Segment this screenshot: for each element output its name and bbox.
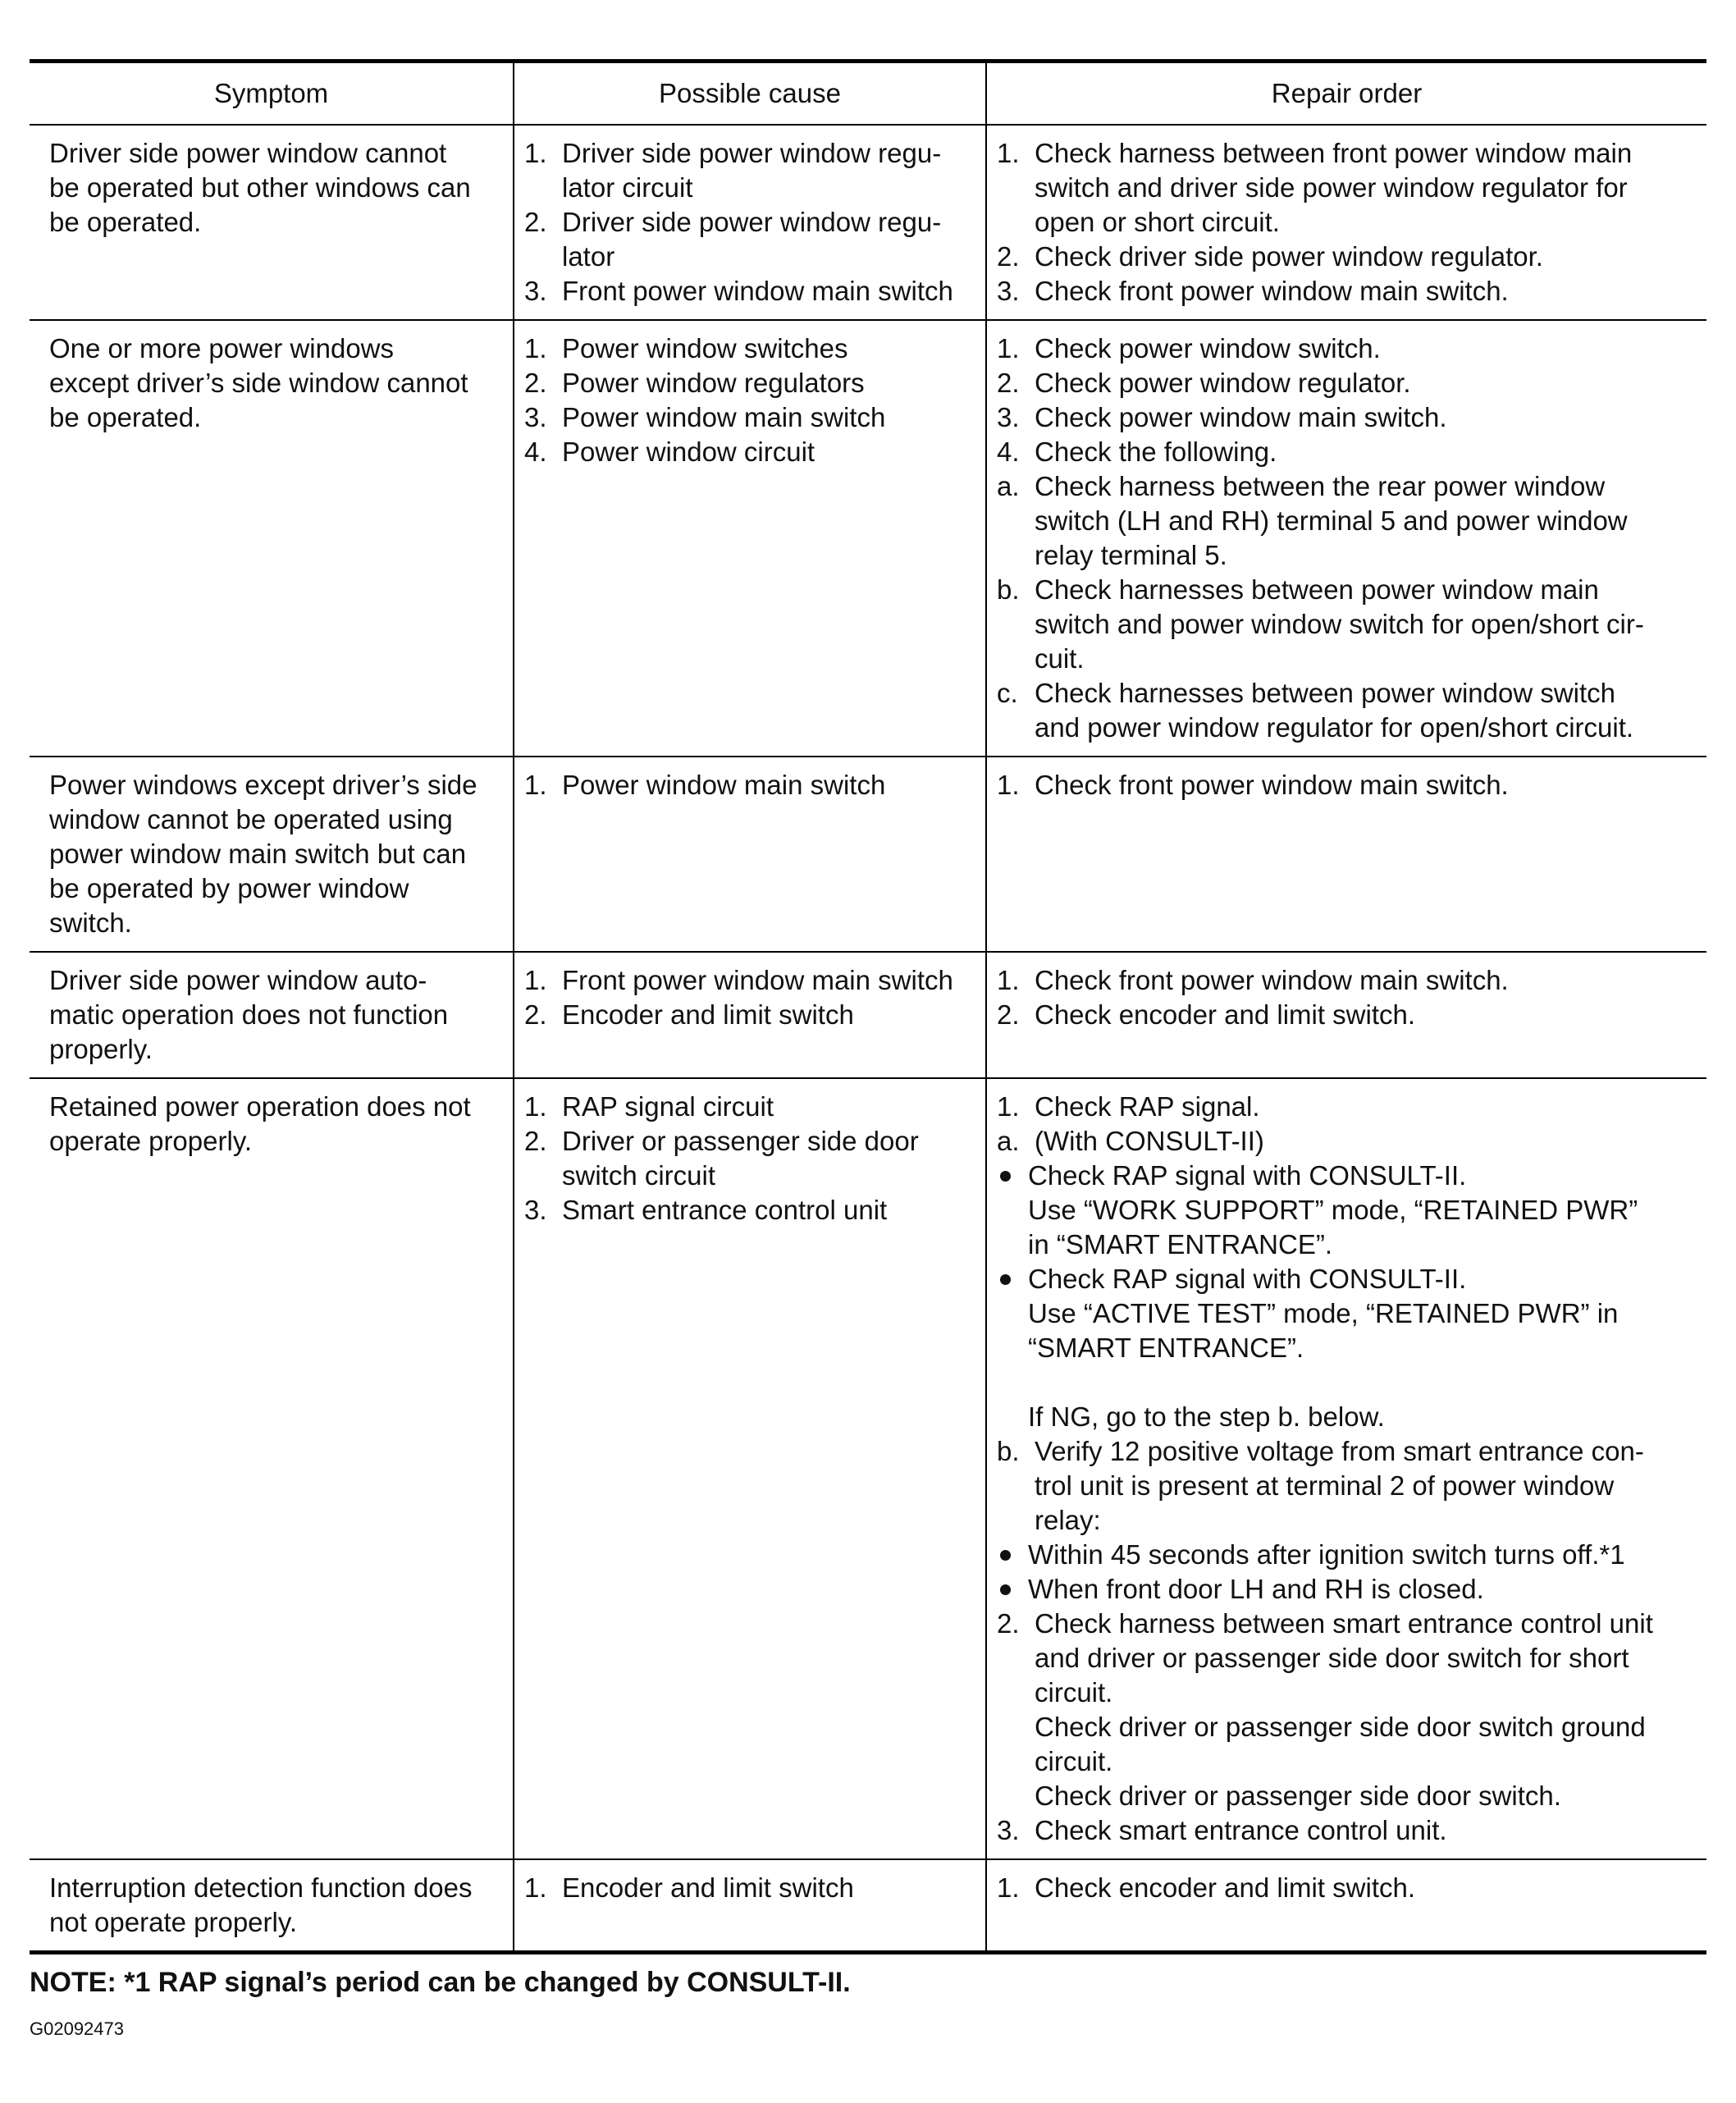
figure-code: G02092473	[30, 2018, 124, 2039]
list-item	[997, 1572, 1697, 1607]
list-text-line: in “SMART ENTRANCE”.	[1028, 1229, 1332, 1260]
symptom-line: operate properly.	[49, 1126, 253, 1156]
list-text-line: Use “WORK SUPPORT” mode, “RETAINED PWR”	[1028, 1195, 1638, 1225]
troubleshooting-document	[30, 59, 1706, 2040]
list-text	[1035, 240, 1697, 274]
list-text-line: Driver or passenger side door	[562, 1126, 919, 1156]
list-text-line: Front power window main switch	[562, 965, 953, 995]
list-text-line: Check encoder and limit switch.	[1035, 999, 1416, 1030]
list-item	[997, 676, 1697, 745]
symptom-line: be operated by power window	[49, 873, 409, 903]
table-row	[30, 1078, 1706, 1859]
symptom-line: Power windows except driver’s side	[49, 770, 477, 800]
list-item	[524, 1193, 975, 1228]
list-text	[1035, 1124, 1697, 1159]
list-item	[524, 366, 975, 400]
list-text	[562, 1124, 975, 1193]
list-text-line: Check front power window main switch.	[1035, 770, 1509, 800]
list-item	[524, 1124, 975, 1193]
symptom-cell	[30, 125, 514, 320]
list-item	[997, 400, 1697, 435]
list-text-line: Encoder and limit switch	[562, 1872, 854, 1903]
symptom-line: One or more power windows	[49, 333, 395, 363]
list-text	[1035, 573, 1697, 676]
symptom-line: Driver side power window cannot	[49, 138, 447, 168]
list-item	[524, 136, 975, 205]
list-text-line: Power window regulators	[562, 368, 865, 398]
list-text	[1035, 1813, 1697, 1848]
list-text-line: cuit.	[1035, 643, 1085, 674]
list-item	[524, 331, 975, 366]
list-text-line: (With CONSULT-II)	[1035, 1126, 1264, 1156]
list-marker: 4.	[997, 437, 1020, 467]
list-item	[997, 1159, 1697, 1262]
list-marker: 1.	[524, 1091, 547, 1122]
list-item	[997, 1607, 1697, 1813]
list-item	[997, 1813, 1697, 1848]
list-text-line: circuit.	[1035, 1746, 1113, 1776]
list-item	[997, 1262, 1697, 1434]
list-text-line: Check front power window main switch.	[1035, 965, 1509, 995]
list-text-line: Check RAP signal.	[1035, 1091, 1260, 1122]
symptom-line: properly.	[49, 1034, 153, 1064]
list-text-line: Check smart entrance control unit.	[1035, 1815, 1447, 1845]
list-text-line: relay:	[1035, 1505, 1101, 1535]
possible-cause-cell	[514, 320, 986, 757]
list-text-line: lator	[562, 241, 615, 272]
list-text	[1035, 435, 1697, 469]
list-text	[562, 274, 975, 309]
list-item	[997, 998, 1697, 1032]
list-text-line: switch (LH and RH) terminal 5 and power window	[1035, 505, 1628, 536]
list-marker: 1.	[997, 333, 1020, 363]
list-marker: 3.	[997, 276, 1020, 306]
list-item	[997, 1124, 1697, 1159]
list-text	[1028, 1262, 1697, 1434]
list-text-line	[1028, 1365, 1697, 1400]
list-item	[997, 573, 1697, 676]
table-body	[30, 125, 1706, 1953]
list-text	[1035, 768, 1697, 802]
list-text-line: Check harnesses between power window switch	[1035, 678, 1616, 708]
list-text	[1028, 1159, 1697, 1262]
list-text-line: Check power window main switch.	[1035, 402, 1447, 432]
list-text-line: Power window main switch	[562, 402, 886, 432]
list-text-line: Check harness between front power window main	[1035, 138, 1633, 168]
list-item	[997, 366, 1697, 400]
list-text-line: Check harness between the rear power window	[1035, 471, 1606, 501]
list-marker: 2.	[524, 207, 547, 237]
list-marker: 1.	[524, 770, 547, 800]
list-text-line: Check RAP signal with CONSULT-II.	[1028, 1264, 1467, 1294]
list-text-line: Driver side power window regu-	[562, 138, 942, 168]
list-text	[1035, 1434, 1697, 1538]
symptom-line: Driver side power window auto-	[49, 965, 427, 995]
list-marker: 2.	[997, 1608, 1020, 1639]
table-row	[30, 320, 1706, 757]
list-marker: b.	[997, 1436, 1020, 1466]
possible-cause-cell	[514, 952, 986, 1078]
symptom-cell	[30, 1859, 514, 1953]
list-text	[562, 1090, 975, 1124]
list-text	[1035, 676, 1697, 745]
list-text-line: Within 45 seconds after ignition switch turns off.*1	[1028, 1539, 1625, 1570]
list-marker: 2.	[524, 999, 547, 1030]
list-item	[524, 1871, 975, 1905]
list-text-line: Encoder and limit switch	[562, 999, 854, 1030]
list-marker: a.	[997, 471, 1020, 501]
symptom-cell	[30, 1078, 514, 1859]
possible-cause-cell	[514, 1078, 986, 1859]
list-text-line: Check RAP signal with CONSULT-II.	[1028, 1160, 1467, 1191]
bullet-icon	[997, 1538, 1028, 1572]
list-text-line: and driver or passenger side door switch for short	[1035, 1643, 1629, 1673]
list-text-line: Check driver or passenger side door switch.	[1035, 1781, 1561, 1811]
list-item	[524, 998, 975, 1032]
list-item	[524, 205, 975, 274]
bullet-icon	[997, 1262, 1028, 1434]
list-marker: 1.	[524, 965, 547, 995]
list-marker: 1.	[997, 138, 1020, 168]
bullet-icon	[997, 1572, 1028, 1607]
list-item	[997, 768, 1697, 802]
list-text	[562, 768, 975, 802]
list-text-line: Verify 12 positive voltage from smart entrance con-	[1035, 1436, 1644, 1466]
list-text	[1035, 274, 1697, 309]
list-marker: 1.	[524, 333, 547, 363]
possible-cause-cell	[514, 125, 986, 320]
list-text	[562, 963, 975, 998]
list-text-line: Check harness between smart entrance control unit	[1035, 1608, 1653, 1639]
list-text-line: Check driver side power window regulator.	[1035, 241, 1543, 272]
list-item	[997, 240, 1697, 274]
list-marker: 2.	[997, 999, 1020, 1030]
list-text	[562, 1871, 975, 1905]
list-text	[1028, 1572, 1697, 1607]
symptom-line: Interruption detection function does	[49, 1872, 473, 1903]
list-marker: 1.	[997, 1872, 1020, 1903]
list-item	[524, 1090, 975, 1124]
list-text	[562, 400, 975, 435]
symptom-table	[30, 59, 1706, 1954]
repair-order-cell	[986, 125, 1706, 320]
list-text-line: and power window regulator for open/short circuit.	[1035, 712, 1634, 743]
symptom-line: power window main switch but can	[49, 839, 467, 869]
list-text	[1035, 1871, 1697, 1905]
list-text-line: switch circuit	[562, 1160, 716, 1191]
list-marker: 1.	[524, 138, 547, 168]
table-row	[30, 125, 1706, 320]
header-repair-order: Repair order	[986, 62, 1706, 126]
list-marker: 3.	[524, 1195, 547, 1225]
list-marker: 3.	[524, 276, 547, 306]
list-item	[997, 274, 1697, 309]
repair-order-cell	[986, 320, 1706, 757]
symptom-cell	[30, 952, 514, 1078]
list-text	[562, 366, 975, 400]
symptom-cell	[30, 320, 514, 757]
list-text	[1035, 469, 1697, 573]
list-item	[524, 963, 975, 998]
list-text-line: open or short circuit.	[1035, 207, 1280, 237]
symptom-line: be operated.	[49, 402, 202, 432]
list-text-line: switch and driver side power window regulator for	[1035, 172, 1628, 203]
list-marker: 2.	[524, 368, 547, 398]
list-text-line: Check power window switch.	[1035, 333, 1381, 363]
list-text	[1035, 1607, 1697, 1813]
list-text-line: trol unit is present at terminal 2 of power window	[1035, 1470, 1615, 1501]
repair-order-cell	[986, 757, 1706, 952]
list-text-line: switch and power window switch for open/short cir-	[1035, 609, 1644, 639]
list-item	[997, 1871, 1697, 1905]
symptom-line: Retained power operation does not	[49, 1091, 471, 1122]
list-marker: 3.	[997, 402, 1020, 432]
symptom-line: be operated.	[49, 207, 202, 237]
list-item	[997, 435, 1697, 469]
list-text-line: Check power window regulator.	[1035, 368, 1411, 398]
footnote: NOTE: *1 RAP signal’s period can be changed by CONSULT-II.	[30, 1967, 851, 1998]
list-item	[524, 768, 975, 802]
list-marker: 2.	[997, 368, 1020, 398]
list-text-line: Check the following.	[1035, 437, 1277, 467]
list-text	[562, 205, 975, 274]
list-text-line: lator circuit	[562, 172, 693, 203]
table-row	[30, 952, 1706, 1078]
list-text-line: Power window circuit	[562, 437, 815, 467]
symptom-line: be operated but other windows can	[49, 172, 471, 203]
list-text	[1035, 366, 1697, 400]
possible-cause-cell	[514, 757, 986, 952]
list-text-line: Power window switches	[562, 333, 848, 363]
list-marker: b.	[997, 574, 1020, 605]
list-text-line: If NG, go to the step b. below.	[1028, 1401, 1385, 1432]
list-item	[997, 1538, 1697, 1572]
repair-order-cell	[986, 1859, 1706, 1953]
list-item	[997, 1434, 1697, 1538]
list-text-line: Driver side power window regu-	[562, 207, 942, 237]
list-marker: 4.	[524, 437, 547, 467]
list-text-line: Use “ACTIVE TEST” mode, “RETAINED PWR” in	[1028, 1298, 1619, 1328]
list-text	[1035, 400, 1697, 435]
symptom-line: switch.	[49, 907, 132, 938]
list-marker: c.	[997, 678, 1018, 708]
list-text-line: Check encoder and limit switch.	[1035, 1872, 1416, 1903]
list-item	[997, 963, 1697, 998]
list-item	[997, 469, 1697, 573]
list-marker: 2.	[524, 1126, 547, 1156]
list-text	[1035, 998, 1697, 1032]
list-text-line: Check harnesses between power window main	[1035, 574, 1599, 605]
symptom-line: matic operation does not function	[49, 999, 449, 1030]
list-text-line: Smart entrance control unit	[562, 1195, 888, 1225]
list-text-line: When front door LH and RH is closed.	[1028, 1574, 1484, 1604]
list-text	[562, 1193, 975, 1228]
table-row	[30, 1859, 1706, 1953]
list-text-line: circuit.	[1035, 1677, 1113, 1708]
list-item	[524, 435, 975, 469]
list-text	[562, 435, 975, 469]
symptom-line: not operate properly.	[49, 1907, 298, 1937]
list-text	[1035, 136, 1697, 240]
list-text	[1035, 1090, 1697, 1124]
list-text-line: Power window main switch	[562, 770, 886, 800]
list-text	[1035, 331, 1697, 366]
list-text-line: Check driver or passenger side door switch ground	[1035, 1712, 1646, 1742]
list-marker: 1.	[524, 1872, 547, 1903]
table-row	[30, 757, 1706, 952]
list-text-line: Front power window main switch	[562, 276, 953, 306]
list-text-line: “SMART ENTRANCE”.	[1028, 1333, 1304, 1363]
list-item	[524, 274, 975, 309]
list-marker: 1.	[997, 770, 1020, 800]
list-marker: 3.	[524, 402, 547, 432]
list-text	[1035, 963, 1697, 998]
list-marker: 2.	[997, 241, 1020, 272]
bullet-icon	[997, 1159, 1028, 1262]
list-text	[562, 331, 975, 366]
header-possible-cause: Possible cause	[514, 62, 986, 126]
symptom-line: except driver’s side window cannot	[49, 368, 468, 398]
list-item	[997, 1090, 1697, 1124]
header-symptom: Symptom	[30, 62, 514, 126]
list-text	[562, 136, 975, 205]
list-marker: a.	[997, 1126, 1020, 1156]
list-text-line: Check front power window main switch.	[1035, 276, 1509, 306]
list-item	[997, 136, 1697, 240]
possible-cause-cell	[514, 1859, 986, 1953]
list-item	[524, 400, 975, 435]
list-text	[1028, 1538, 1697, 1572]
symptom-cell	[30, 757, 514, 952]
list-text-line: relay terminal 5.	[1035, 540, 1227, 570]
symptom-line: window cannot be operated using	[49, 804, 453, 834]
list-text-line: RAP signal circuit	[562, 1091, 774, 1122]
table-header	[30, 62, 1706, 126]
list-text	[562, 998, 975, 1032]
list-marker: 3.	[997, 1815, 1020, 1845]
list-marker: 1.	[997, 965, 1020, 995]
list-item	[997, 331, 1697, 366]
repair-order-cell	[986, 952, 1706, 1078]
list-marker: 1.	[997, 1091, 1020, 1122]
repair-order-cell	[986, 1078, 1706, 1859]
